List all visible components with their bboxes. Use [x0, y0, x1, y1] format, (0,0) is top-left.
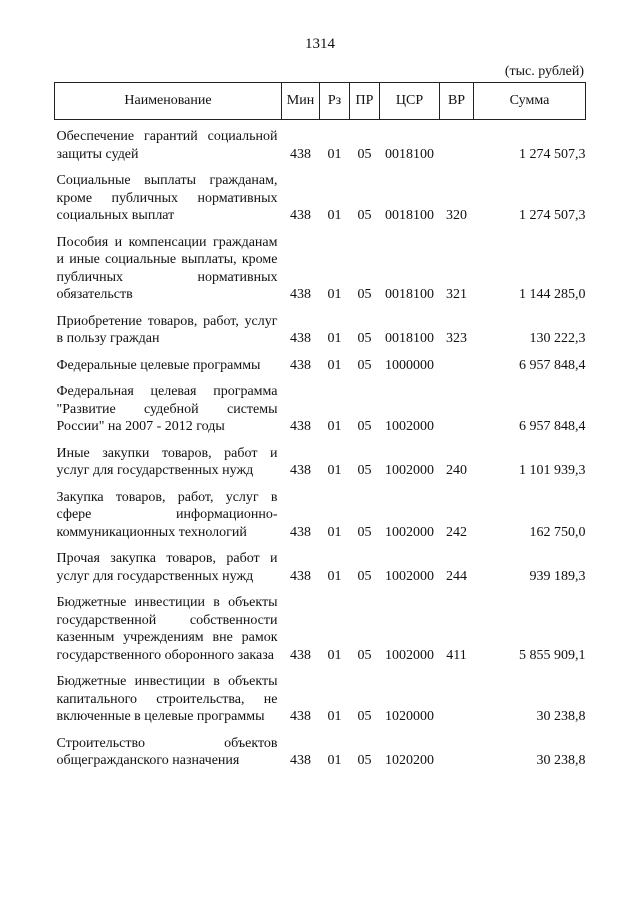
- row-sum: 162 750,0: [529, 524, 586, 540]
- row-csr: 1002000: [385, 647, 434, 663]
- table-row: [55, 307, 586, 351]
- row-min: 438: [290, 463, 311, 478]
- header-name: Наименование: [55, 83, 282, 120]
- row-name: Федеральная целевая программа "Развитие судебной системы России" на 2007 - 2012 годы: [56, 384, 278, 434]
- table-row: [55, 228, 586, 307]
- row-csr: 1002000: [385, 568, 434, 584]
- row-min: 438: [290, 357, 311, 373]
- row-rz: 01: [327, 753, 342, 768]
- row-csr: 0018100: [385, 331, 434, 346]
- row-rz: 01: [327, 331, 342, 346]
- row-csr: 1002000: [385, 524, 434, 540]
- row-vr: 411: [446, 647, 467, 663]
- row-rz: 01: [327, 287, 342, 302]
- row-min: 438: [290, 331, 311, 346]
- row-name: Закупка товаров, работ, услуг в сфере информационно-коммуникационных технологий: [56, 489, 278, 540]
- row-sum: 6 957 848,4: [519, 419, 586, 434]
- row-sum: 939 189,3: [529, 568, 586, 584]
- row-min: 438: [290, 146, 311, 162]
- row-rz: 01: [327, 419, 342, 434]
- row-rz: 01: [327, 524, 342, 540]
- row-sum: 6 957 848,4: [519, 357, 586, 373]
- row-csr: 1000000: [385, 357, 434, 373]
- row-vr: 320: [446, 208, 467, 223]
- table-row: [55, 377, 586, 439]
- row-pr: 05: [357, 208, 372, 223]
- row-csr: 1020200: [385, 753, 434, 768]
- row-rz: 01: [327, 647, 342, 663]
- row-vr: [440, 729, 474, 773]
- row-min: 438: [290, 647, 311, 663]
- table-row: [55, 166, 586, 228]
- row-min: 438: [290, 287, 311, 302]
- table-row: [55, 544, 586, 588]
- table-row: [55, 120, 586, 167]
- row-csr: 1020000: [385, 709, 434, 724]
- table-row: [55, 351, 586, 378]
- row-name: Бюджетные инвестиции в объекты капитального строительства, не включенные в целевые программы: [56, 674, 278, 724]
- row-name: Иные закупки товаров, работ и услуг для государственных нужд: [56, 445, 278, 478]
- row-min: 438: [290, 524, 311, 540]
- row-sum: 30 238,8: [536, 753, 586, 768]
- row-pr: 05: [357, 753, 372, 768]
- row-vr: [440, 667, 474, 729]
- table-row: [55, 729, 586, 773]
- budget-table: [54, 82, 586, 773]
- row-pr: 05: [357, 709, 372, 724]
- header-vr: ВР: [440, 83, 474, 120]
- row-vr: 321: [446, 287, 467, 302]
- row-name: Социальные выплаты гражданам, кроме публичных нормативных социальных выплат: [56, 173, 278, 223]
- row-sum: 130 222,3: [529, 331, 586, 346]
- table-row: [55, 483, 586, 545]
- row-name: Бюджетные инвестиции в объекты государственной собственности казенным учреждениям вне рамок государственного оборонного заказа: [56, 595, 278, 663]
- row-rz: 01: [327, 357, 342, 373]
- row-vr: [440, 377, 474, 439]
- row-pr: 05: [357, 331, 372, 346]
- row-sum: 1 274 507,3: [519, 208, 586, 223]
- row-vr: 242: [446, 524, 467, 540]
- row-vr: [440, 120, 474, 167]
- row-csr: 0018100: [385, 208, 434, 223]
- row-vr: 323: [446, 331, 467, 346]
- row-csr: 0018100: [385, 146, 434, 162]
- page-number: 1314: [305, 36, 335, 52]
- row-sum: 30 238,8: [536, 709, 586, 724]
- header-min: Мин: [282, 83, 320, 120]
- row-pr: 05: [357, 524, 372, 540]
- row-csr: 1002000: [385, 419, 434, 434]
- row-name: Федеральные целевые программы: [56, 357, 261, 373]
- row-pr: 05: [357, 568, 372, 584]
- row-pr: 05: [357, 287, 372, 302]
- row-min: 438: [290, 419, 311, 434]
- row-min: 438: [290, 753, 311, 768]
- header-pr: ПР: [350, 83, 380, 120]
- row-name: Обеспечение гарантий социальной защиты судей: [56, 129, 278, 162]
- row-vr: 244: [446, 568, 467, 584]
- row-rz: 01: [327, 568, 342, 584]
- table-row: [55, 588, 586, 667]
- row-sum: 1 274 507,3: [519, 146, 586, 162]
- row-sum: 1 101 939,3: [519, 463, 586, 478]
- row-name: Строительство объектов общегражданского назначения: [56, 735, 278, 768]
- header-rz: Рз: [320, 83, 350, 120]
- row-pr: 05: [357, 146, 372, 162]
- row-csr: 0018100: [385, 287, 434, 302]
- row-min: 438: [290, 208, 311, 223]
- row-name: Приобретение товаров, работ, услуг в пользу граждан: [56, 313, 278, 346]
- row-rz: 01: [327, 146, 342, 162]
- row-name: Прочая закупка товаров, работ и услуг для государственных нужд: [56, 551, 278, 584]
- header-csr: ЦСР: [380, 83, 440, 120]
- row-pr: 05: [357, 357, 372, 373]
- row-min: 438: [290, 709, 311, 724]
- row-pr: 05: [357, 419, 372, 434]
- row-pr: 05: [357, 647, 372, 663]
- table-row: [55, 667, 586, 729]
- row-vr: 240: [446, 463, 467, 478]
- row-csr: 1002000: [385, 463, 434, 478]
- row-rz: 01: [327, 709, 342, 724]
- row-rz: 01: [327, 463, 342, 478]
- row-vr: [440, 351, 474, 378]
- row-sum: 5 855 909,1: [519, 647, 586, 663]
- table-row: [55, 439, 586, 483]
- units-label: (тыс. рублей): [504, 64, 584, 79]
- table-header-row: [55, 83, 586, 120]
- row-rz: 01: [327, 208, 342, 223]
- row-min: 438: [290, 568, 311, 584]
- row-sum: 1 144 285,0: [519, 287, 586, 302]
- header-sum: Сумма: [474, 83, 586, 120]
- row-pr: 05: [357, 463, 372, 478]
- row-name: Пособия и компенсации гражданам и иные социальные выплаты, кроме публичных нормативных обязательств: [56, 234, 278, 302]
